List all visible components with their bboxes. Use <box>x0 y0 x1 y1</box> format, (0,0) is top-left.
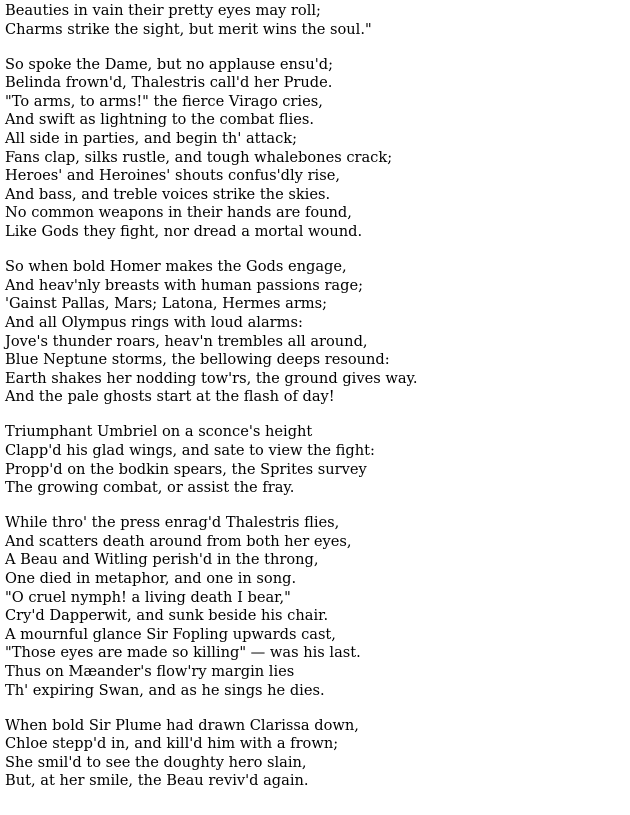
poem-line: 'Gainst Pallas, Mars; Latona, Hermes arms; <box>5 295 328 313</box>
poem-line: "O cruel nymph! a living death I bear," <box>5 588 291 606</box>
poem-line: She smil'd to see the doughty hero slain, <box>5 753 307 771</box>
poem-line: "Those eyes are made so killing" — was his last. <box>5 644 361 662</box>
poem-line: "To arms, to arms!" the fierce Virago cries, <box>5 92 323 110</box>
poem-line: Blue Neptune storms, the bellowing deeps resound: <box>5 351 390 369</box>
poem-line: But, at her smile, the Beau reviv'd again. <box>5 772 309 790</box>
poem-line: And heav'nly breasts with human passions rage; <box>5 276 364 294</box>
poem-line: While thro' the press enrag'd Thalestris flies, <box>5 514 340 532</box>
poem-line: When bold Sir Plume had drawn Clarissa down, <box>5 716 359 734</box>
poem-line: All side in parties, and begin th' attack; <box>5 130 298 148</box>
poem-line: Thus on Mæander's flow'ry margin lies <box>5 663 295 680</box>
poem-line: Fans clap, silks rustle, and tough whalebones crack; <box>5 148 393 166</box>
stanza <box>5 2 620 39</box>
poem-line: So when bold Homer makes the Gods engage, <box>5 258 347 276</box>
poem-line: Heroes' and Heroines' shouts confus'dly rise, <box>5 167 340 185</box>
poem-line: Charms strike the sight, but merit wins the soul." <box>5 20 372 38</box>
poem-line: And scatters death around from both her eyes, <box>5 532 352 550</box>
poem-page <box>5 2 620 808</box>
poem-line: And swift as lightning to the combat flies. <box>5 111 315 129</box>
poem-line: Cry'd Dapperwit, and sunk beside his chair. <box>5 607 329 625</box>
poem-line: Earth shakes her nodding tow'rs, the ground gives way. <box>5 369 418 387</box>
poem-line: And bass, and treble voices strike the skies. <box>5 185 331 203</box>
stanza <box>5 56 620 242</box>
poem-line: Th' expiring Swan, and as he sings he dies. <box>5 681 325 699</box>
poem-line: Triumphant Umbriel on a sconce's height <box>5 423 313 441</box>
stanza <box>5 258 620 407</box>
stanza <box>5 423 620 497</box>
poem-line: Clapp'd his glad wings, and sate to view the fight: <box>5 441 375 459</box>
poem-line: The growing combat, or assist the fray. <box>5 479 295 497</box>
poem-line: Belinda frown'd, Thalestris call'd her Prude. <box>5 74 333 92</box>
poem-line: And the pale ghosts start at the flash of day! <box>5 388 335 406</box>
stanza <box>5 514 620 700</box>
poem-line: And all Olympus rings with loud alarms: <box>5 313 303 331</box>
poem-line: No common weapons in their hands are found, <box>5 204 352 222</box>
poem-line: A mournful glance Sir Fopling upwards cast, <box>5 625 336 643</box>
poem-line: A Beau and Witling perish'd in the throng, <box>5 551 319 569</box>
poem-line: Chloe stepp'd in, and kill'd him with a frown; <box>5 735 339 753</box>
poem-line: Beauties in vain their pretty eyes may roll; <box>5 2 321 19</box>
poem-line: So spoke the Dame, but no applause ensu'd; <box>5 55 334 73</box>
stanza <box>5 717 620 791</box>
poem-line: Jove's thunder roars, heav'n trembles all around, <box>5 332 368 350</box>
poem-line: One died in metaphor, and one in song. <box>5 570 297 588</box>
poem-line: Propp'd on the bodkin spears, the Sprites survey <box>5 460 367 478</box>
poem-line: Like Gods they fight, nor dread a mortal wound. <box>5 223 363 241</box>
